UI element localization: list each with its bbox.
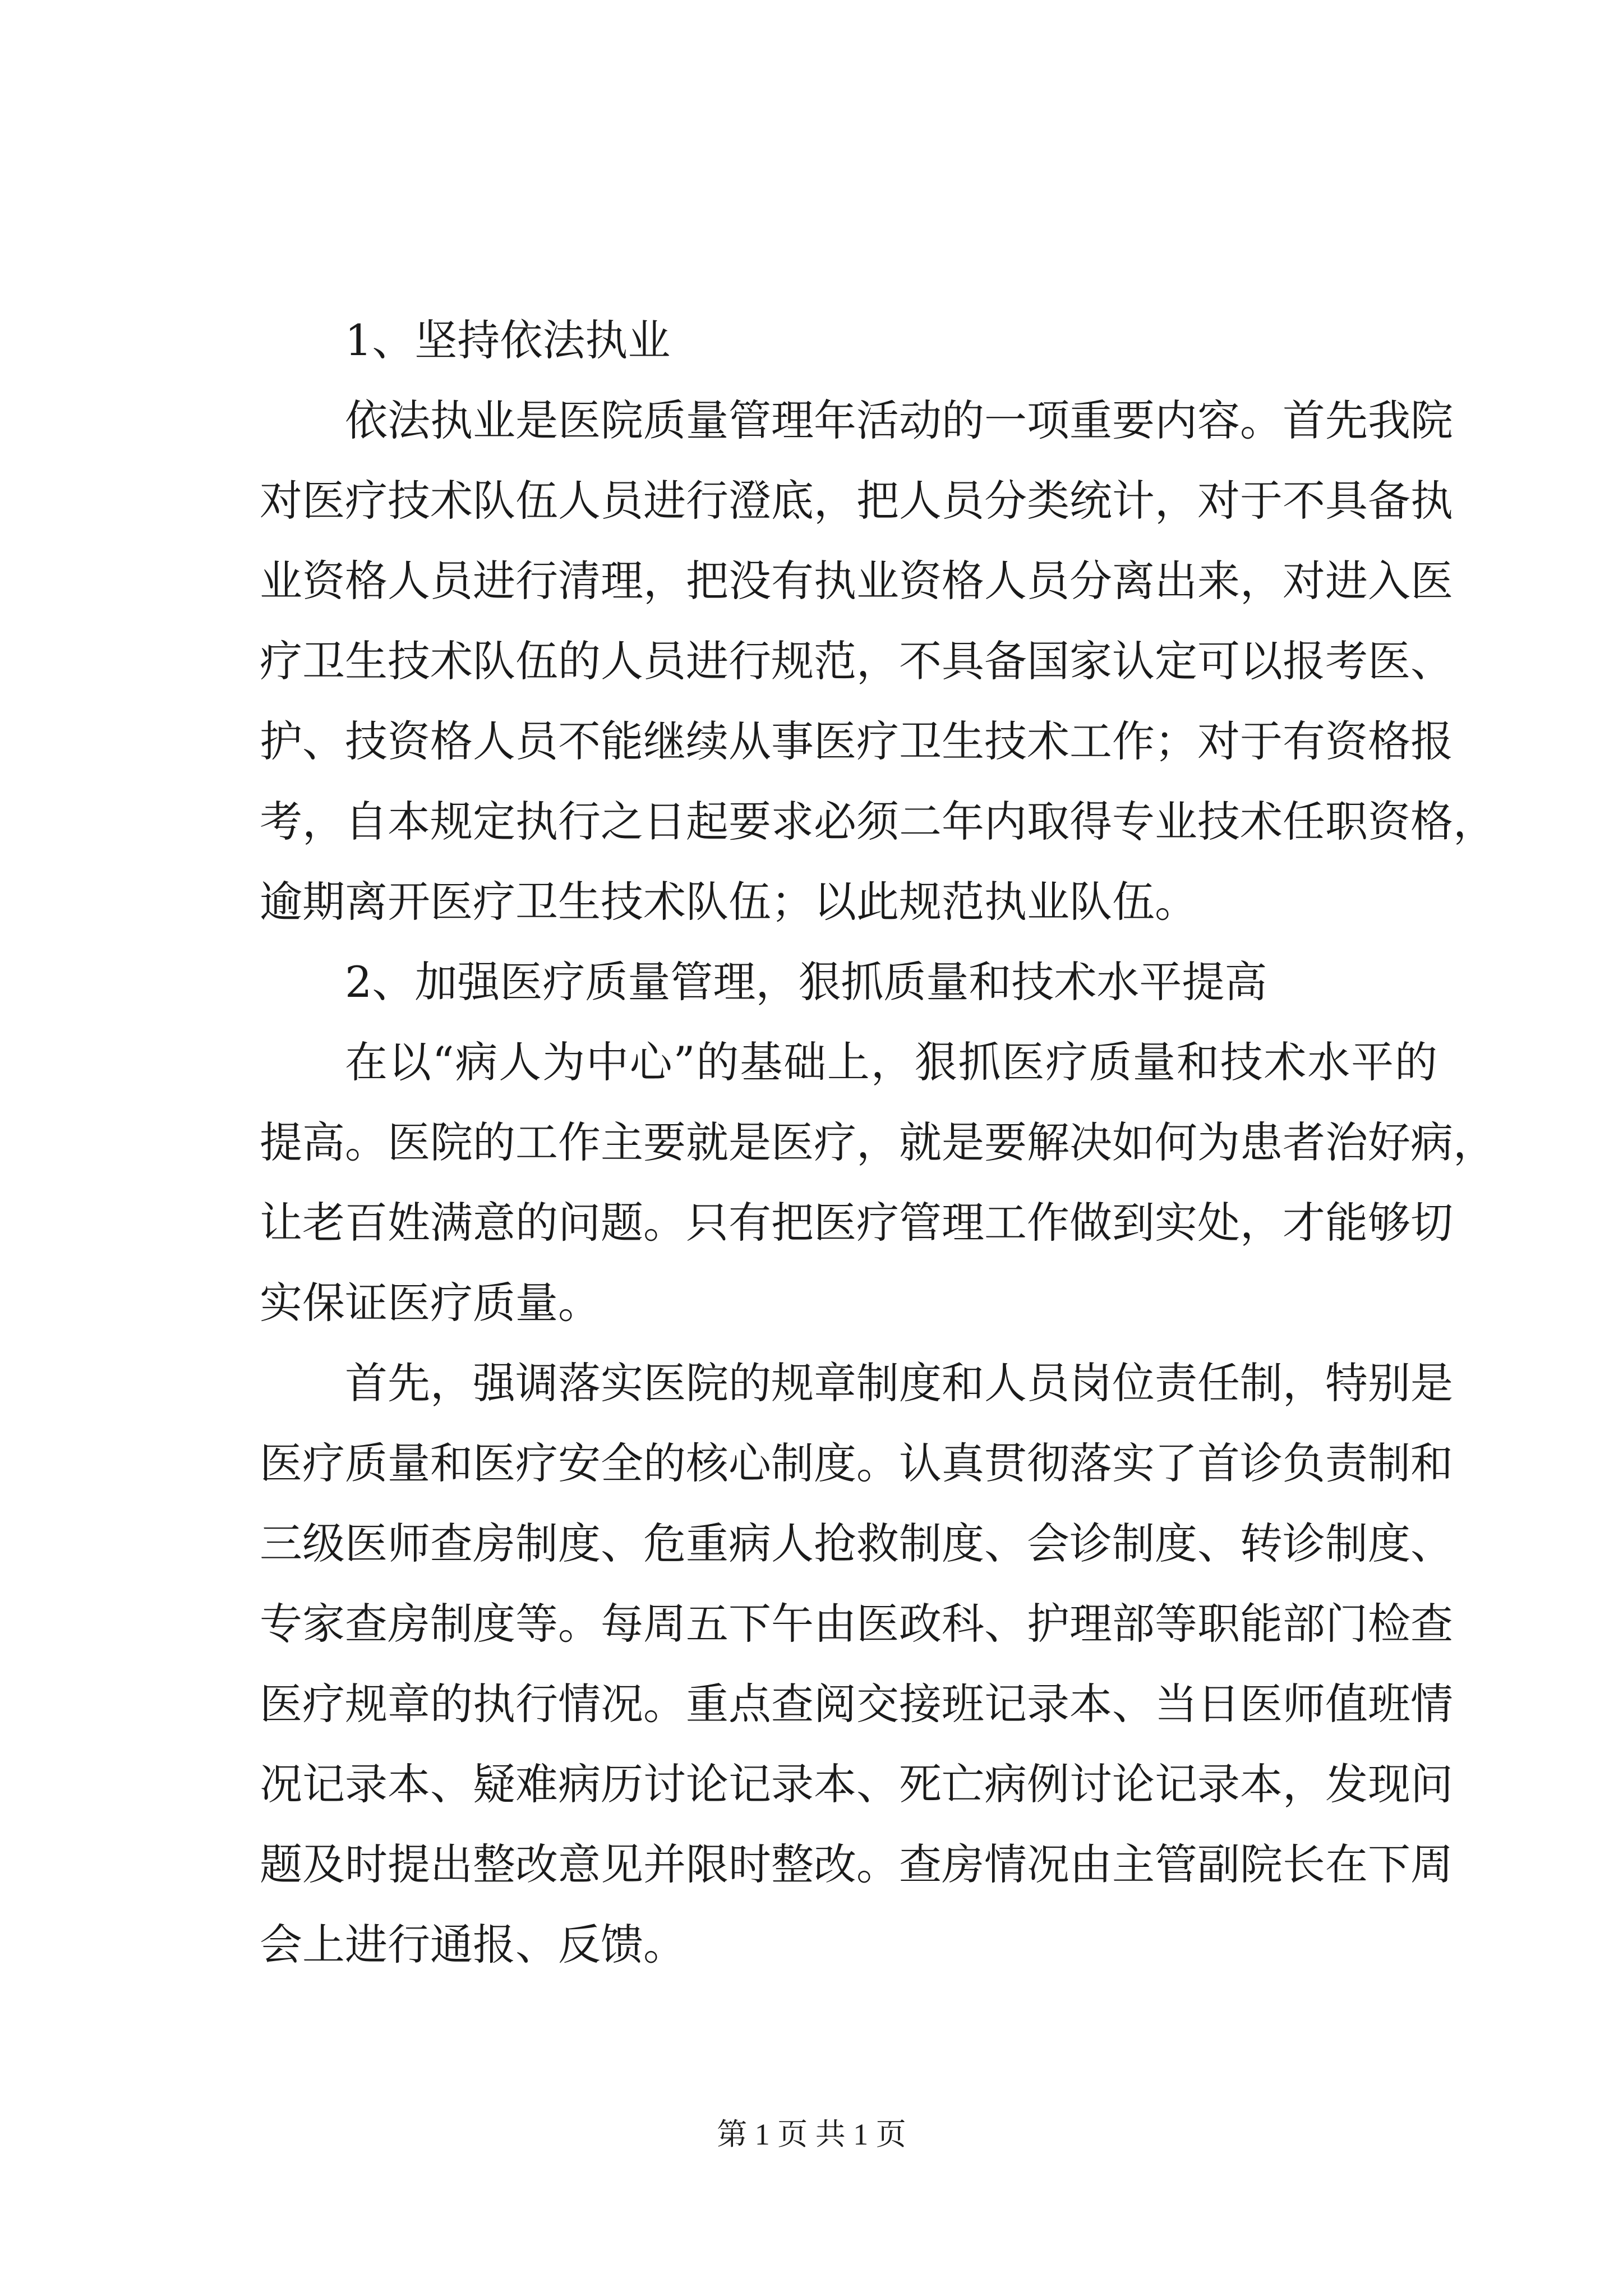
- paragraph-line: 考，自本规定执行之日起要求必须二年内取得专业技术任职资格，: [260, 797, 1496, 846]
- paragraph-line: 首先，强调落实医院的规章制度和人员岗位责任制，特别是: [345, 1358, 1453, 1408]
- paragraph-line: 逾期离开医疗卫生技术队伍；以此规范执业队伍。: [260, 877, 1197, 927]
- paragraph-line: 疗卫生技术队伍的人员进行规范，不具备国家认定可以报考医、: [260, 636, 1453, 686]
- document-body: [260, 300, 1496, 1985]
- paragraph-line: 依法执业是医院质量管理年活动的一项重要内容。首先我院: [345, 395, 1453, 445]
- page-number-footer: 第 1 页 共 1 页: [717, 2118, 906, 2151]
- paragraph-line: 三级医师查房制度、危重病人抢救制度、会诊制度、转诊制度、: [260, 1519, 1453, 1568]
- paragraph-3: [260, 1343, 1453, 1985]
- section-heading-1: 1、坚持依法执业: [345, 315, 671, 365]
- paragraph-line: 在以“病人为中心”的基础上，狠抓医疗质量和技术水平的: [345, 1037, 1437, 1087]
- paragraph-line: 况记录本、疑难病历讨论记录本、死亡病例讨论记录本，发现问: [260, 1759, 1453, 1809]
- paragraph-line: 医疗质量和医疗安全的核心制度。认真贯彻落实了首诊负责制和: [260, 1438, 1453, 1488]
- paragraph-line: 提高。医院的工作主要就是医疗，就是要解决如何为患者治好病，: [260, 1117, 1496, 1167]
- paragraph-2: [260, 1022, 1496, 1343]
- paragraph-line: 会上进行通报、反馈。: [260, 1920, 686, 1970]
- paragraph-line: 业资格人员进行清理，把没有执业资格人员分离出来，对进入医: [260, 556, 1453, 606]
- paragraph-line: 让老百姓满意的问题。只有把医疗管理工作做到实处，才能够切: [260, 1198, 1453, 1248]
- paragraph-line: 对医疗技术队伍人员进行澄底，把人员分类统计，对于不具备执: [260, 476, 1453, 526]
- paragraph-line: 题及时提出整改意见并限时整改。查房情况由主管副院长在下周: [260, 1839, 1453, 1889]
- section-heading-2: 2、加强医疗质量管理，狠抓质量和技术水平提高: [345, 957, 1267, 1007]
- paragraph-line: 专家查房制度等。每周五下午由医政科、护理部等职能部门检查: [260, 1599, 1453, 1649]
- paragraph-line: 实保证医疗质量。: [260, 1278, 601, 1328]
- paragraph-line: 医疗规章的执行情况。重点查阅交接班记录本、当日医师值班情: [260, 1679, 1453, 1729]
- paragraph-1: [260, 380, 1496, 942]
- paragraph-line: 护、技资格人员不能继续从事医疗卫生技术工作；对于有资格报: [260, 716, 1453, 766]
